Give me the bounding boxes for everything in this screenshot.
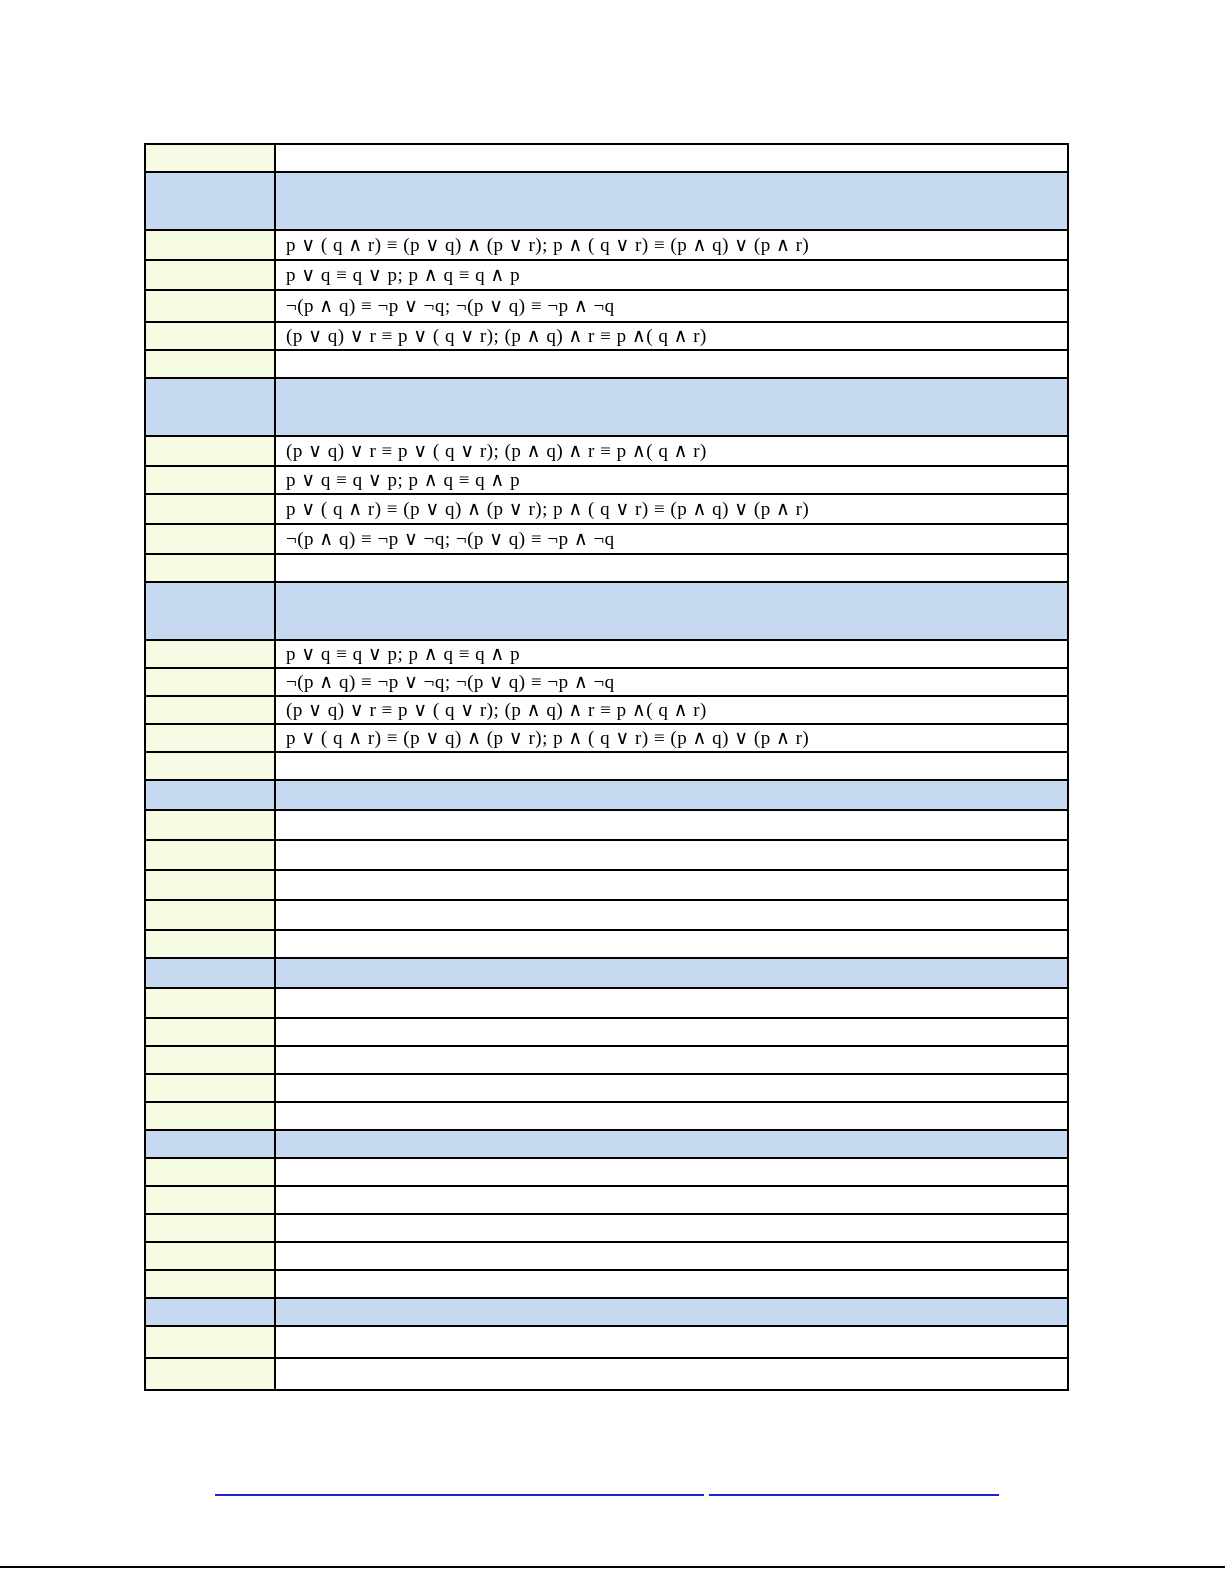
question-text-cell	[275, 780, 1068, 810]
row-content-cell	[275, 930, 1068, 958]
option-label-cell	[145, 1018, 275, 1046]
question-label-cell	[145, 1298, 275, 1326]
footer-links	[215, 1482, 999, 1496]
answer-option-row	[145, 988, 1068, 1018]
option-text-cell	[275, 900, 1068, 930]
row-label-cell	[145, 752, 275, 780]
option-formula: p ∨ ( q ∧ r) ≡ (p ∨ q) ∧ (p ∨ r); p ∧ ( q ∨ r) ≡ (p ∧ q) ∨ (p ∧ r)	[275, 230, 1068, 260]
option-text-cell	[275, 1358, 1068, 1390]
answer-option-row	[145, 1358, 1068, 1390]
row-label-cell	[145, 350, 275, 378]
row-label-cell	[145, 144, 275, 172]
question-text-cell	[275, 378, 1068, 436]
option-formula: p ∨ q ≡ q ∨ p; p ∧ q ≡ q ∧ p	[275, 260, 1068, 290]
option-label-cell	[145, 1214, 275, 1242]
answer-option-row	[145, 840, 1068, 870]
option-label-cell	[145, 988, 275, 1018]
option-label-cell	[145, 466, 275, 494]
question-header-row	[145, 172, 1068, 230]
table-row	[145, 930, 1068, 958]
option-label-cell	[145, 290, 275, 322]
option-label-cell	[145, 1074, 275, 1102]
option-text-cell	[275, 1074, 1068, 1102]
question-header-row	[145, 780, 1068, 810]
question-label-cell	[145, 958, 275, 988]
row-content-cell	[275, 350, 1068, 378]
table-row	[145, 1102, 1068, 1130]
row-content-cell	[275, 1270, 1068, 1298]
option-label-cell	[145, 1358, 275, 1390]
option-label-cell	[145, 724, 275, 752]
option-label-cell	[145, 1186, 275, 1214]
option-text-cell	[275, 870, 1068, 900]
option-formula: ¬(p ∧ q) ≡ ¬p ∨ ¬q; ¬(p ∨ q) ≡ ¬p ∧ ¬q	[275, 524, 1068, 554]
table-row	[145, 350, 1068, 378]
footer-link[interactable]	[215, 1482, 704, 1496]
option-formula: ¬(p ∧ q) ≡ ¬p ∨ ¬q; ¬(p ∨ q) ≡ ¬p ∧ ¬q	[275, 668, 1068, 696]
option-text-cell	[275, 810, 1068, 840]
option-label-cell	[145, 810, 275, 840]
row-label-cell	[145, 1102, 275, 1130]
option-text-cell	[275, 1242, 1068, 1270]
option-label-cell	[145, 494, 275, 524]
question-header-row	[145, 1298, 1068, 1326]
option-label-cell	[145, 900, 275, 930]
answer-option-row	[145, 1186, 1068, 1214]
answer-option-row	[145, 900, 1068, 930]
option-label-cell	[145, 322, 275, 350]
question-text-cell	[275, 958, 1068, 988]
option-formula: p ∨ q ≡ q ∨ p; p ∧ q ≡ q ∧ p	[275, 466, 1068, 494]
option-label-cell	[145, 436, 275, 466]
answer-option-row	[145, 870, 1068, 900]
question-header-row	[145, 1130, 1068, 1158]
table-row	[145, 752, 1068, 780]
option-label-cell	[145, 870, 275, 900]
option-label-cell	[145, 524, 275, 554]
answer-option-row	[145, 1326, 1068, 1358]
page-bottom-divider	[0, 1566, 1225, 1568]
row-label-cell	[145, 1270, 275, 1298]
question-text-cell	[275, 1298, 1068, 1326]
question-text-cell	[275, 1130, 1068, 1158]
question-label-cell	[145, 780, 275, 810]
question-label-cell	[145, 1130, 275, 1158]
question-header-row	[145, 378, 1068, 436]
answer-option-row	[145, 696, 1068, 724]
option-formula: p ∨ ( q ∧ r) ≡ (p ∨ q) ∧ (p ∨ r); p ∧ ( q ∨ r) ≡ (p ∧ q) ∨ (p ∧ r)	[275, 724, 1068, 752]
row-content-cell	[275, 1102, 1068, 1130]
option-label-cell	[145, 260, 275, 290]
answer-option-row	[145, 668, 1068, 696]
option-text-cell	[275, 988, 1068, 1018]
option-text-cell	[275, 1186, 1068, 1214]
option-label-cell	[145, 840, 275, 870]
option-text-cell	[275, 840, 1068, 870]
option-label-cell	[145, 1242, 275, 1270]
option-label-cell	[145, 668, 275, 696]
question-table	[144, 143, 1069, 1391]
answer-option-row	[145, 322, 1068, 350]
option-label-cell	[145, 640, 275, 668]
option-formula: (p ∨ q) ∨ r ≡ p ∨ ( q ∨ r); (p ∧ q) ∧ r ≡ p ∧( q ∧ r)	[275, 322, 1068, 350]
question-text-cell	[275, 172, 1068, 230]
option-formula: (p ∨ q) ∨ r ≡ p ∨ ( q ∨ r); (p ∧ q) ∧ r ≡ p ∧( q ∧ r)	[275, 436, 1068, 466]
option-text-cell	[275, 1158, 1068, 1186]
option-text-cell	[275, 1046, 1068, 1074]
option-label-cell	[145, 230, 275, 260]
answer-option-row	[145, 640, 1068, 668]
answer-option-row	[145, 494, 1068, 524]
option-formula: (p ∨ q) ∨ r ≡ p ∨ ( q ∨ r); (p ∧ q) ∧ r ≡ p ∧( q ∧ r)	[275, 696, 1068, 724]
answer-option-row	[145, 1046, 1068, 1074]
option-label-cell	[145, 1326, 275, 1358]
row-label-cell	[145, 930, 275, 958]
question-label-cell	[145, 582, 275, 640]
question-label-cell	[145, 378, 275, 436]
answer-option-row	[145, 524, 1068, 554]
answer-option-row	[145, 290, 1068, 322]
row-content-cell	[275, 144, 1068, 172]
question-label-cell	[145, 172, 275, 230]
answer-option-row	[145, 810, 1068, 840]
row-content-cell	[275, 554, 1068, 582]
answer-option-row	[145, 466, 1068, 494]
answer-option-row	[145, 1018, 1068, 1046]
option-label-cell	[145, 1046, 275, 1074]
option-text-cell	[275, 1018, 1068, 1046]
answer-option-row	[145, 724, 1068, 752]
option-text-cell	[275, 1214, 1068, 1242]
footer-link[interactable]	[709, 1482, 999, 1496]
answer-option-row	[145, 1074, 1068, 1102]
answer-option-row	[145, 436, 1068, 466]
option-formula: ¬(p ∧ q) ≡ ¬p ∨ ¬q; ¬(p ∨ q) ≡ ¬p ∧ ¬q	[275, 290, 1068, 322]
option-text-cell	[275, 1326, 1068, 1358]
answer-option-row	[145, 1214, 1068, 1242]
row-content-cell	[275, 752, 1068, 780]
answer-option-row	[145, 1242, 1068, 1270]
answer-option-row	[145, 260, 1068, 290]
table-row	[145, 144, 1068, 172]
answer-option-row	[145, 230, 1068, 260]
table-row	[145, 1270, 1068, 1298]
question-header-row	[145, 582, 1068, 640]
row-label-cell	[145, 554, 275, 582]
option-label-cell	[145, 696, 275, 724]
question-header-row	[145, 958, 1068, 988]
option-formula: p ∨ q ≡ q ∨ p; p ∧ q ≡ q ∧ p	[275, 640, 1068, 668]
option-formula: p ∨ ( q ∧ r) ≡ (p ∨ q) ∧ (p ∨ r); p ∧ ( q ∨ r) ≡ (p ∧ q) ∨ (p ∧ r)	[275, 494, 1068, 524]
table-row	[145, 554, 1068, 582]
option-label-cell	[145, 1158, 275, 1186]
answer-option-row	[145, 1158, 1068, 1186]
question-text-cell	[275, 582, 1068, 640]
